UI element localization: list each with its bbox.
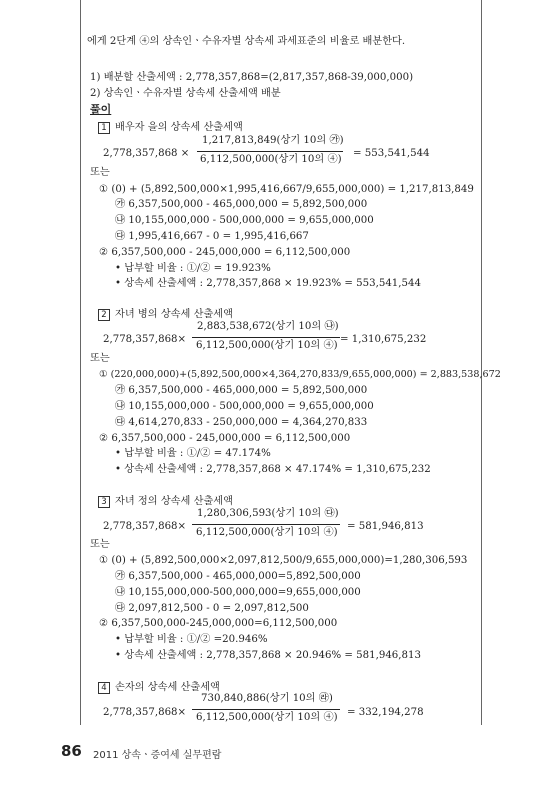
section-3-line-4: ㉰ 2,097,812,500 - 0 = 2,097,812,500 (115, 603, 309, 614)
section-1-or: 또는 (90, 167, 110, 178)
book-title: 2011 상속ㆍ증여세 실무편람 (93, 750, 222, 761)
section-4-result: = 332,194,278 (347, 707, 424, 718)
section-1-fraction-bar (197, 151, 343, 152)
section-4-fraction-bar (192, 709, 340, 710)
intro-line-2: 1) 배분할 산출세액 : 2,778,357,868=(2,817,357,868-39,000,000) (90, 72, 414, 83)
section-2-line-3: ㉯ 10,155,000,000 - 500,000,000 = 9,655,000,000 (115, 401, 374, 412)
section-2-line-7: • 상속세 산출세액 : 2,778,357,868 × 47.174% = 1,310,675,232 (115, 464, 431, 475)
section-3-or: 또는 (90, 539, 110, 550)
section-1-line-6: • 납부할 비율 : ①/② = 19.923% (115, 263, 271, 274)
section-1-lhs: 2,778,357,868 × (103, 148, 190, 159)
section-4-numerator: 730,840,886(상기 10의 ㉱) (201, 693, 333, 704)
section-3-fraction-bar (192, 524, 340, 525)
section-number-box: 4 (98, 682, 110, 694)
section-number-box: 3 (98, 496, 110, 508)
section-1-numerator: 1,217,813,849(상기 10의 ㉮) (202, 135, 344, 146)
section-1-line-3: ㉯ 10,155,000,000 - 500,000,000 = 9,655,000,000 (115, 215, 374, 226)
section-number-box: 1 (98, 122, 110, 134)
section-3-lhs: 2,778,357,868× (103, 521, 187, 532)
section-1-line-7: • 상속세 산출세액 : 2,778,357,868 × 19.923% = 553,541,544 (115, 278, 421, 289)
section-3-heading (98, 495, 233, 508)
section-1-line-2: ㉮ 6,357,500,000 - 465,000,000 = 5,892,500,000 (115, 199, 368, 210)
page-number: 86 (61, 742, 82, 760)
section-3-line-1: ① (0) + (5,892,500,000×2,097,812,500/9,655,000,000)=1,280,306,593 (99, 555, 468, 566)
section-3-result: = 581,946,813 (347, 521, 424, 532)
section-2-line-5: ② 6,357,500,000 - 245,000,000 = 6,112,500,000 (99, 433, 351, 444)
section-3-line-7: • 상속세 산출세액 : 2,778,357,868 × 20.946% = 581,946,813 (115, 650, 421, 661)
section-1-title: 배우자 을의 상속세 산출세액 (115, 122, 243, 133)
section-1-line-5: ② 6,357,500,000 - 245,000,000 = 6,112,500,000 (99, 247, 351, 258)
section-3-denominator: 6,112,500,000(상기 10의 ④) (196, 527, 338, 538)
section-2-line-2: ㉮ 6,357,500,000 - 465,000,000 = 5,892,500,000 (115, 385, 368, 396)
section-1-result: = 553,541,544 (353, 148, 430, 159)
section-2-numerator: 2,883,538,672(상기 10의 ㉯) (197, 321, 339, 332)
section-4-denominator: 6,112,500,000(상기 10의 ④) (196, 712, 338, 723)
section-3-line-6: • 납부할 비율 : ①/② =20.946% (115, 634, 268, 645)
section-2-denominator: 6,112,500,000(상기 10의 ④) (196, 340, 338, 351)
section-3-numerator: 1,280,306,593(상기 10의 ㉰) (197, 508, 339, 519)
section-2-line-6: • 납부할 비율 : ①/② = 47.174% (115, 448, 271, 459)
section-2-title: 자녀 병의 상속세 산출세액 (115, 309, 233, 320)
intro-line-1: 에게 2단계 ④의 상속인ㆍ수유자별 상속세 과세표준의 비율로 배분한다. (87, 36, 406, 47)
section-4-title: 손자의 상속세 산출세액 (115, 682, 220, 693)
section-2-fraction-bar (192, 337, 340, 338)
section-number-box: 2 (98, 309, 110, 321)
intro-line-3: 2) 상속인ㆍ수유자별 상속세 산출세액 배분 (90, 88, 281, 99)
section-4-lhs: 2,778,357,868× (103, 707, 187, 718)
section-2-or: 또는 (90, 353, 110, 364)
section-3-title: 자녀 정의 상속세 산출세액 (115, 496, 233, 507)
section-2-heading (98, 308, 233, 321)
section-3-line-5: ② 6,357,500,000-245,000,000=6,112,500,000 (99, 618, 338, 629)
section-3-line-2: ㉮ 6,357,500,000 - 465,000,000=5,892,500,000 (115, 571, 361, 582)
section-2-line-4: ㉰ 4,614,270,833 - 250,000,000 = 4,364,270,833 (115, 417, 368, 428)
section-2-result: = 1,310,675,232 (340, 334, 427, 345)
section-1-line-4: ㉰ 1,995,416,667 - 0 = 1,995,416,667 (115, 231, 309, 242)
section-1-heading (98, 121, 243, 134)
section-1-denominator: 6,112,500,000(상기 10의 ④) (200, 154, 342, 165)
section-1-line-1: ① (0) + (5,892,500,000×1,995,416,667/9,655,000,000) = 1,217,813,849 (99, 184, 474, 195)
solution-mark: 풀이 (90, 103, 112, 116)
section-2-lhs: 2,778,357,868× (103, 334, 187, 345)
section-3-line-3: ㉯ 10,155,000,000-500,000,000=9,655,000,000 (115, 587, 361, 598)
section-2-line-1: ① (220,000,000)+(5,892,500,000×4,364,270,833/9,655,000,000) = 2,883,538,672 (99, 369, 501, 380)
